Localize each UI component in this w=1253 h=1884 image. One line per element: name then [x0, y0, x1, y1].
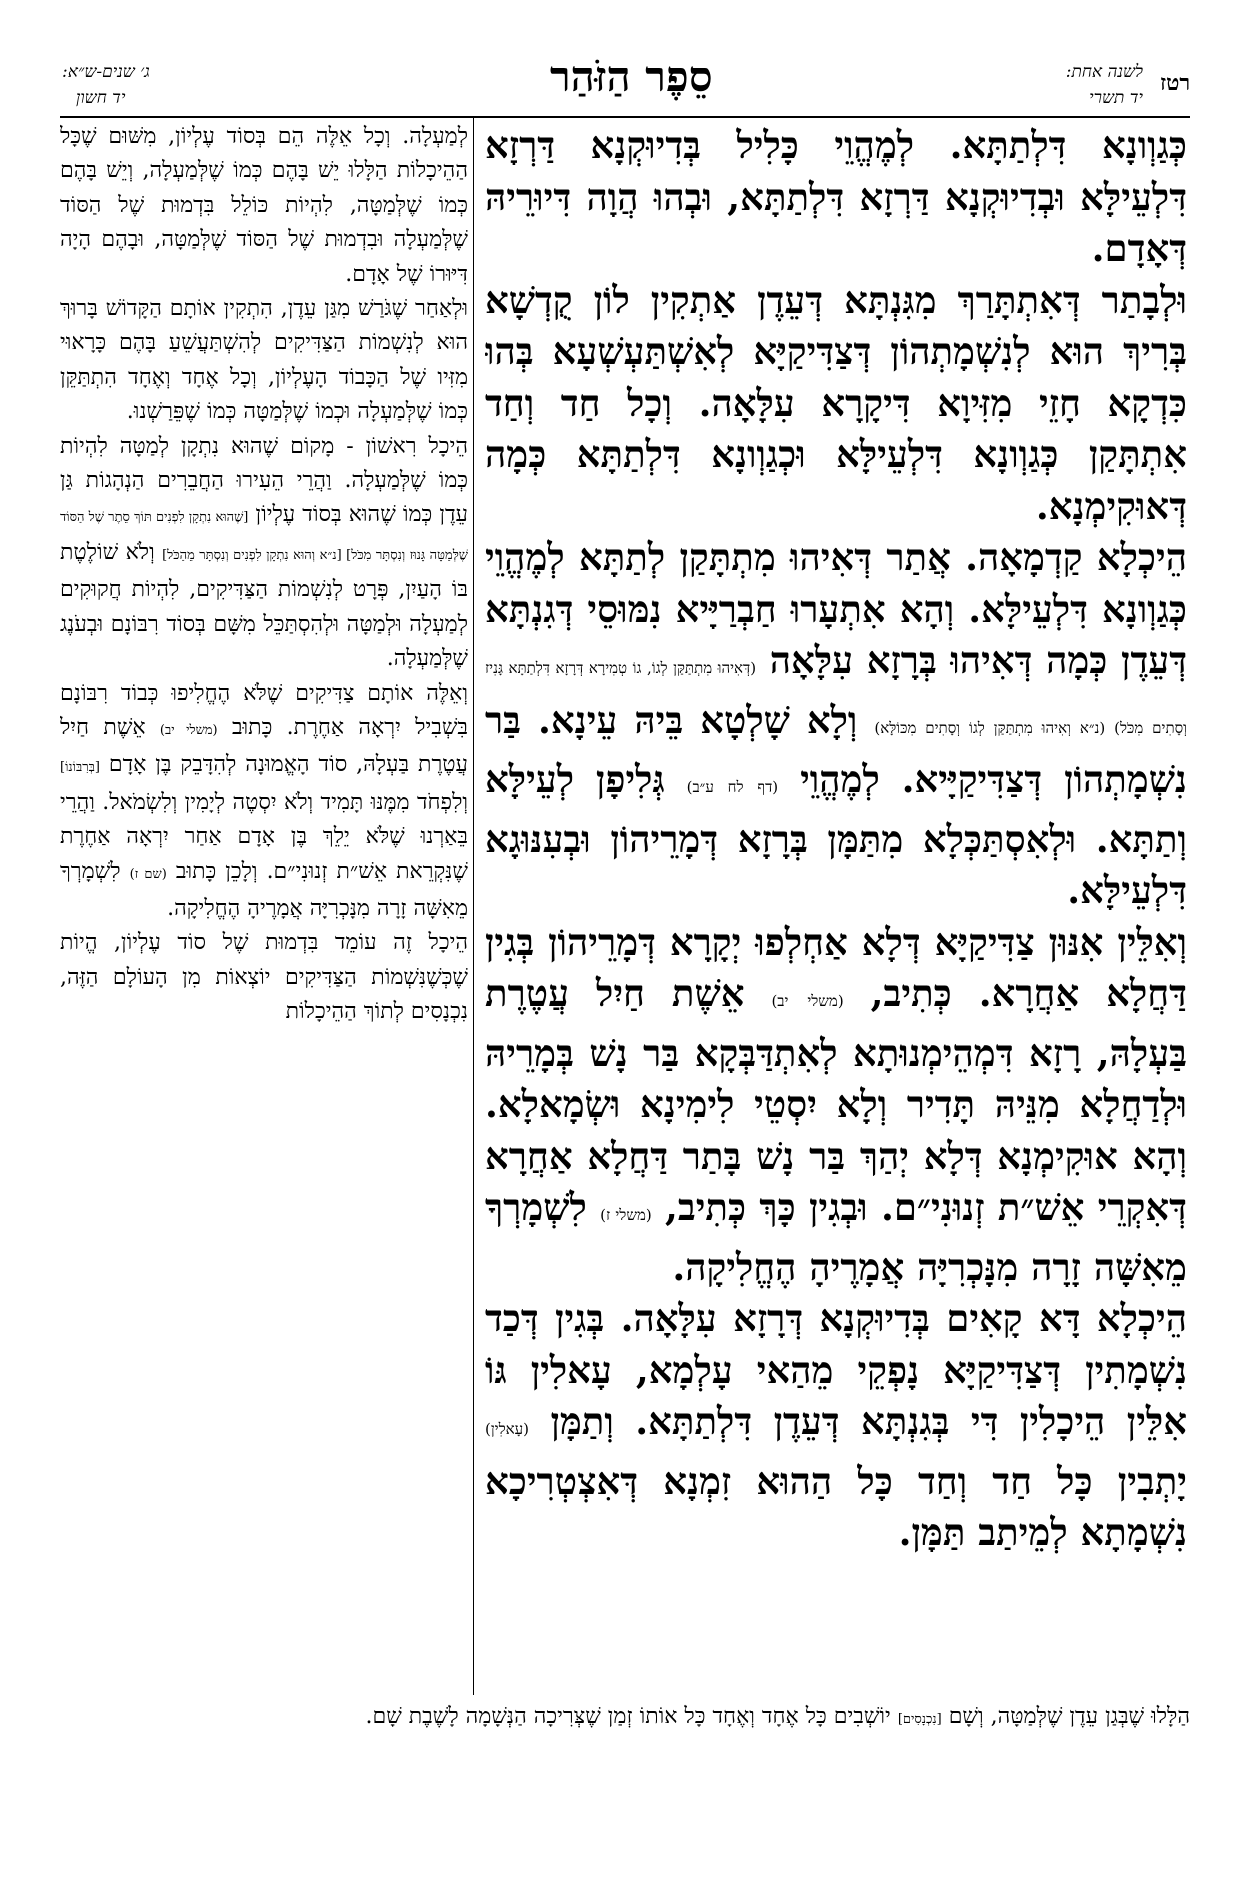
bottom-text: הַלָּלוּ שֶׁבְּגַן עֵדֶן שֶׁלְּמַטָּה, וְשָׁם [948, 1704, 1190, 1729]
textual-variant-note: [בְּרִבּוֹנוֹ] [60, 760, 100, 776]
main-text: וּלְבָתַר דְּאִתְתָּרַךְ מִגִּנְתָּא דְּעֵדֶן אַתְקִין לוֹן קֻדְשָׁא בְּרִיךְ הוּא לְנִשְׁמָתְהוֹן דְּצַדִּיקַיָּא לְאִשְׁתַּעְשְׁעָא בְּהוּ כִּדְקָא חָזֵי מִזִּיוָא דִּיקָרָא עִלָּאָה. וְכָל חַד וְחַד אִתְתָּקַן כְּגַוְונָא דִּלְעֵילָּא וּכְגַוְונָא דִּלְתַתָּא כְּמָה דְּאוּקִימְנָא. [485, 277, 1187, 528]
main-text: לִשְׁמָרְךָ מֵאִשָּׁה זָרָה מִנָּכְרִיָּה אֲמָרֶיהָ הֶחֱלִיקָה. [485, 1185, 1187, 1289]
main-paragraph-5 [485, 1293, 1187, 1559]
hebrew-translation-column [60, 120, 468, 1700]
textual-variant-note: (עָאלִין) [485, 1420, 529, 1438]
side-text: וְלֹא שׁוֹלֶטֶת בּוֹ הָעַיִן, פְּרָט לְנִשְׁמוֹת הַצַּדִּיקִים, לִהְיוֹת חֲקוּקִים לְמַעְלָה וּלְמַטָּה וּלְהִסְתַּכֵּל מִשָּׁם בְּסוֹד רִבּוֹנָם וּבְעֹנֶג שֶׁלְּמַעְלָה. [60, 539, 468, 672]
main-text: גְּלִיפָן לְעֵילָּא וְתַתָּא. וּלְאִסְתַּכְּלָא מִתַּמָּן בְּרָזָא דְּמָרֵיהוֹן וּבְעִנּוּגָא דִּלְעֵילָּא. [485, 757, 1187, 912]
bottom-text: יוֹשְׁבִים כָּל אֶחָד וְאֶחָד כָּל אוֹתוֹ זְמַן שֶׁצְּרִיכָה הַנְּשָׁמָה לָשֶׁבֶת שָׁם. [365, 1704, 891, 1729]
side-text: לְמַעְלָה. וְכָל אֵלֶּה הֵם בְּסוֹד עֶלְיוֹן, מִשּׁוּם שֶׁכָּל הַהֵיכָלוֹת הַלָּלוּ יֵשׁ בָּהֶם כְּמוֹ שֶׁלְּמַעְלָה, וְיֵשׁ בָּהֶם כְּמוֹ שֶׁלְּמַטָּה, לִהְיוֹת כּוֹלֵל בִּדְמוּת שֶׁל הַסּוֹד שֶׁלְּמַעְלָה וּבִדְמוּת שֶׁל הַסּוֹד שֶׁלְּמַטָּה, וּבָהֶם הָיָה דִּיּוּרוֹ שֶׁל אָדָם. [60, 124, 468, 287]
verse-source: (משלי יב) [771, 992, 844, 1010]
side-paragraph-3 [60, 430, 468, 677]
textual-variant-note: [נִכְנָסִים] [897, 1712, 942, 1727]
header-divider [60, 116, 1190, 118]
column-divider [473, 118, 474, 1695]
verse-source: (שם ז) [129, 866, 167, 882]
main-text: וְאִלֵּין אִנּוּן צַדִּיקַיָּא דְּלָא אַחְלְפוּ יְקָרָא דְּמָרֵיהוֹן בְּגִין דַּחֲלָא אַחֲרָא. כְּתִיב, [485, 919, 1187, 1015]
header-left-line1: ג׳ שנים-ש״א: [62, 62, 150, 82]
verse-source: (משלי ז) [600, 1206, 652, 1224]
side-text: לִשְׁמָרְךָ מֵאִשָּׁה זָרָה מִנָּכְרִיָּה אֲמָרֶיהָ הֶחֱלִיקָה. [60, 858, 468, 921]
book-title: סֵפֶר הַזֹּהַר [550, 52, 713, 101]
header-right-line1: לשנה אחת: [1065, 62, 1143, 82]
side-text: הֵיכָל רִאשׁוֹן - מָקוֹם שֶׁהוּא נִתְקָן לְמַטָּה לִהְיוֹת כְּמוֹ שֶׁלְּמַעְלָה. וַהֲרֵי הֵעִירוּ הַחֲבֵרִים הַנְהָגוֹת גַּן עֵדֶן כְּמוֹ שֶׁהוּא בְּסוֹד עֶלְיוֹן [60, 433, 468, 528]
main-text: יָתְבִין כָּל חַד וְחַד כָּל הַהוּא זִמְנָא דְּאִצְטְרִיכָא נִשְׁמָתָא לְמֵיתַב תַּמָּן. [485, 1458, 1187, 1554]
side-text: וְלִפְחֹד מִמֶּנּוּ תָּמִיד וְלֹא יִסְטֶה לְיָמִין וְלִשְׂמֹאל. וַהֲרֵי בֵּאַרְנוּ שֶׁלֹּא יֵלֵךְ בֶּן אָדָם אַחַר יִרְאָה אַחֶרֶת שֶׁנִּקְרֵאת אֵשׁ״ת זְנוּנִי״ם. וְלָכֵן כָּתוּב [60, 789, 468, 884]
textual-variant-note: (דְּאִיהוּ מִתְתַּקַּן לְגוֹ, גוֹ טְמִירָא דְּרָזָא דִּלְתַתָּא גָּנִיז וְסָתִים מִכֹּל) (נ״א וְאִיהוּ מִתְתַּקַּן לְגוֹ וְסָתִים מִכּוֹלָּא) [485, 659, 1187, 737]
side-text: וּלְאַחַר שֶׁגֹּרַשׁ מִגַּן עֵדֶן, הִתְקִין אוֹתָם הַקָּדוֹשׁ בָּרוּךְ הוּא לְנִשְׁמוֹת הַצַּדִּיקִים לְהִשְׁתַּעֲשֵׁעַ בָּהֶם כָּרָאוּי מִזִּיו שֶׁל הַכָּבוֹד הָעֶלְיוֹן, וְכָל אֶחָד וְאֶחָד הִתְתַּקֵּן כְּמוֹ שֶׁלְּמַעְלָה וּכְמוֹ שֶׁלְּמַטָּה כְּמוֹ שֶׁפֵּרַשְׁנוּ. [60, 296, 468, 425]
header-right-line2: יד תשרי [1089, 88, 1143, 108]
main-text: וְלָא שָׁלְטָא בֵּיהּ עֵינָא. בַּר נִשְׁמָתְהוֹן דְּצַדִּיקַיָּיא. לְמֶהֱוֵי [485, 697, 1187, 801]
aramaic-main-column [485, 120, 1187, 1700]
page-number: רטז [1160, 70, 1191, 96]
side-paragraph-2 [60, 292, 468, 430]
bottom-continuation [60, 1700, 1190, 1737]
side-text: אֵשֶׁת חַיִל עֲטֶרֶת בַּעְלָהּ, סוֹד הָאֱמוּנָה לְהִדָּבֵק בֶּן אָדָם [60, 714, 468, 778]
main-paragraph-3 [485, 532, 1187, 917]
main-paragraph-2 [485, 275, 1187, 533]
side-text: וְאֵלֶּה אוֹתָם צַדִּיקִים שֶׁלֹּא הֶחֱלִיפוּ כְּבוֹד רִבּוֹנָם בִּשְׁבִיל יִרְאָה אַחֶרֶת. כָּתוּב [60, 680, 468, 740]
textual-variant-note: [שֶׁהוּא נִתְקָן לִפְנִים תּוֹךְ סֵתֶר שֶׁל הַסּוֹד שֶׁלְּמַטָּה גָּנוּז וְנִסְתָּר מִכֹּל] [נ״א וְהוּא נִתְקָן לִפְנִים וְנִסְתָּר מֵהַכֹּל] [60, 510, 468, 563]
main-text: הֵיכְלָא דָּא קָאִים בְּדִיוּקְנָא דְּרָזָא עִלָּאָה. בְּגִין דְּכַד נִשְׁמָתִין דְּצַדִּיקַיָּא נָפְקֵי מֵהַאי עָלְמָא, עָאלִין גּוֹ אִלֵּין הֵיכָלִין דִּי בְּגִנְתָּא דְּעֵדֶן דִּלְתַתָּא. וְתַמָּן [485, 1296, 1187, 1443]
main-paragraph-1 [485, 120, 1187, 275]
main-text: כְּגַוְונָא דִּלְתַתָּא. לְמֶהֱוֵי כָּלִיל בְּדִיוּקְנָא דַּרְזָא דִּלְעֵילָּא וּבְדִיוּקְנָא דַּרְזָא דִּלְתַתָּא, וּבְהוּ הֲוָה דִּיוּרֵיהּ דְּאָדָם. [485, 123, 1187, 270]
side-paragraph-5 [60, 926, 468, 1029]
header-left-line2: יד חשון [76, 88, 126, 108]
side-paragraph-4 [60, 677, 468, 927]
side-paragraph-1 [60, 120, 468, 292]
main-paragraph-4 [485, 917, 1187, 1294]
verse-source: (משלי יב) [159, 722, 218, 738]
main-text: הֵיכְלָא קַדְמָאָה. אֲתַר דְּאִיהוּ מִתְתָּקַן לְתַתָּא לְמֶהֱוֵי כְּגַוְונָא דִּלְעֵילָּא. וְהָא אִתְעָרוּ חַבְרַיָּיא נִמּוּסֵי דְּגִנְתָּא דְּעֵדֶן כְּמָה דְּאִיהוּ בְּרָזָא עִלָּאָה [485, 535, 1187, 682]
main-text: אֵשֶׁת חַיִל עֲטֶרֶת בַּעְלָהּ, רָזָא דִּמְהֵימְנוּתָא לְאִתְדַּבְּקָא בַּר נָשׁ בְּמָרֵיהּ וּלְדַחֲלָא מִנֵּיהּ תָּדִיר וְלָא יִסְטֵי לִימִינָא וּשְׂמָאלָא. וְהָא אוּקִימְנָא דְּלָא יְהַךְ בַּר נָשׁ בָּתַר דַּחֲלָא אַחֲרָא דְּאִקְרֵי אֵשׁ״ת זְנוּנִי״ם. וּבְגִין כָּךְ כְּתִיב, [485, 971, 1187, 1229]
side-text: הֵיכָל זֶה עוֹמֵד בִּדְמוּת שֶׁל סוֹד עֶלְיוֹן, הֱיוֹת שֶׁכְּשֶׁנִּשְׁמוֹת הַצַּדִּיקִים יוֹצְאוֹת מִן הָעוֹלָם הַזֶּה, נִכְנָסִים לְתוֹךְ הַהֵיכָלוֹת [60, 930, 468, 1025]
folio-reference: (דף לח ע״ב) [686, 778, 779, 796]
